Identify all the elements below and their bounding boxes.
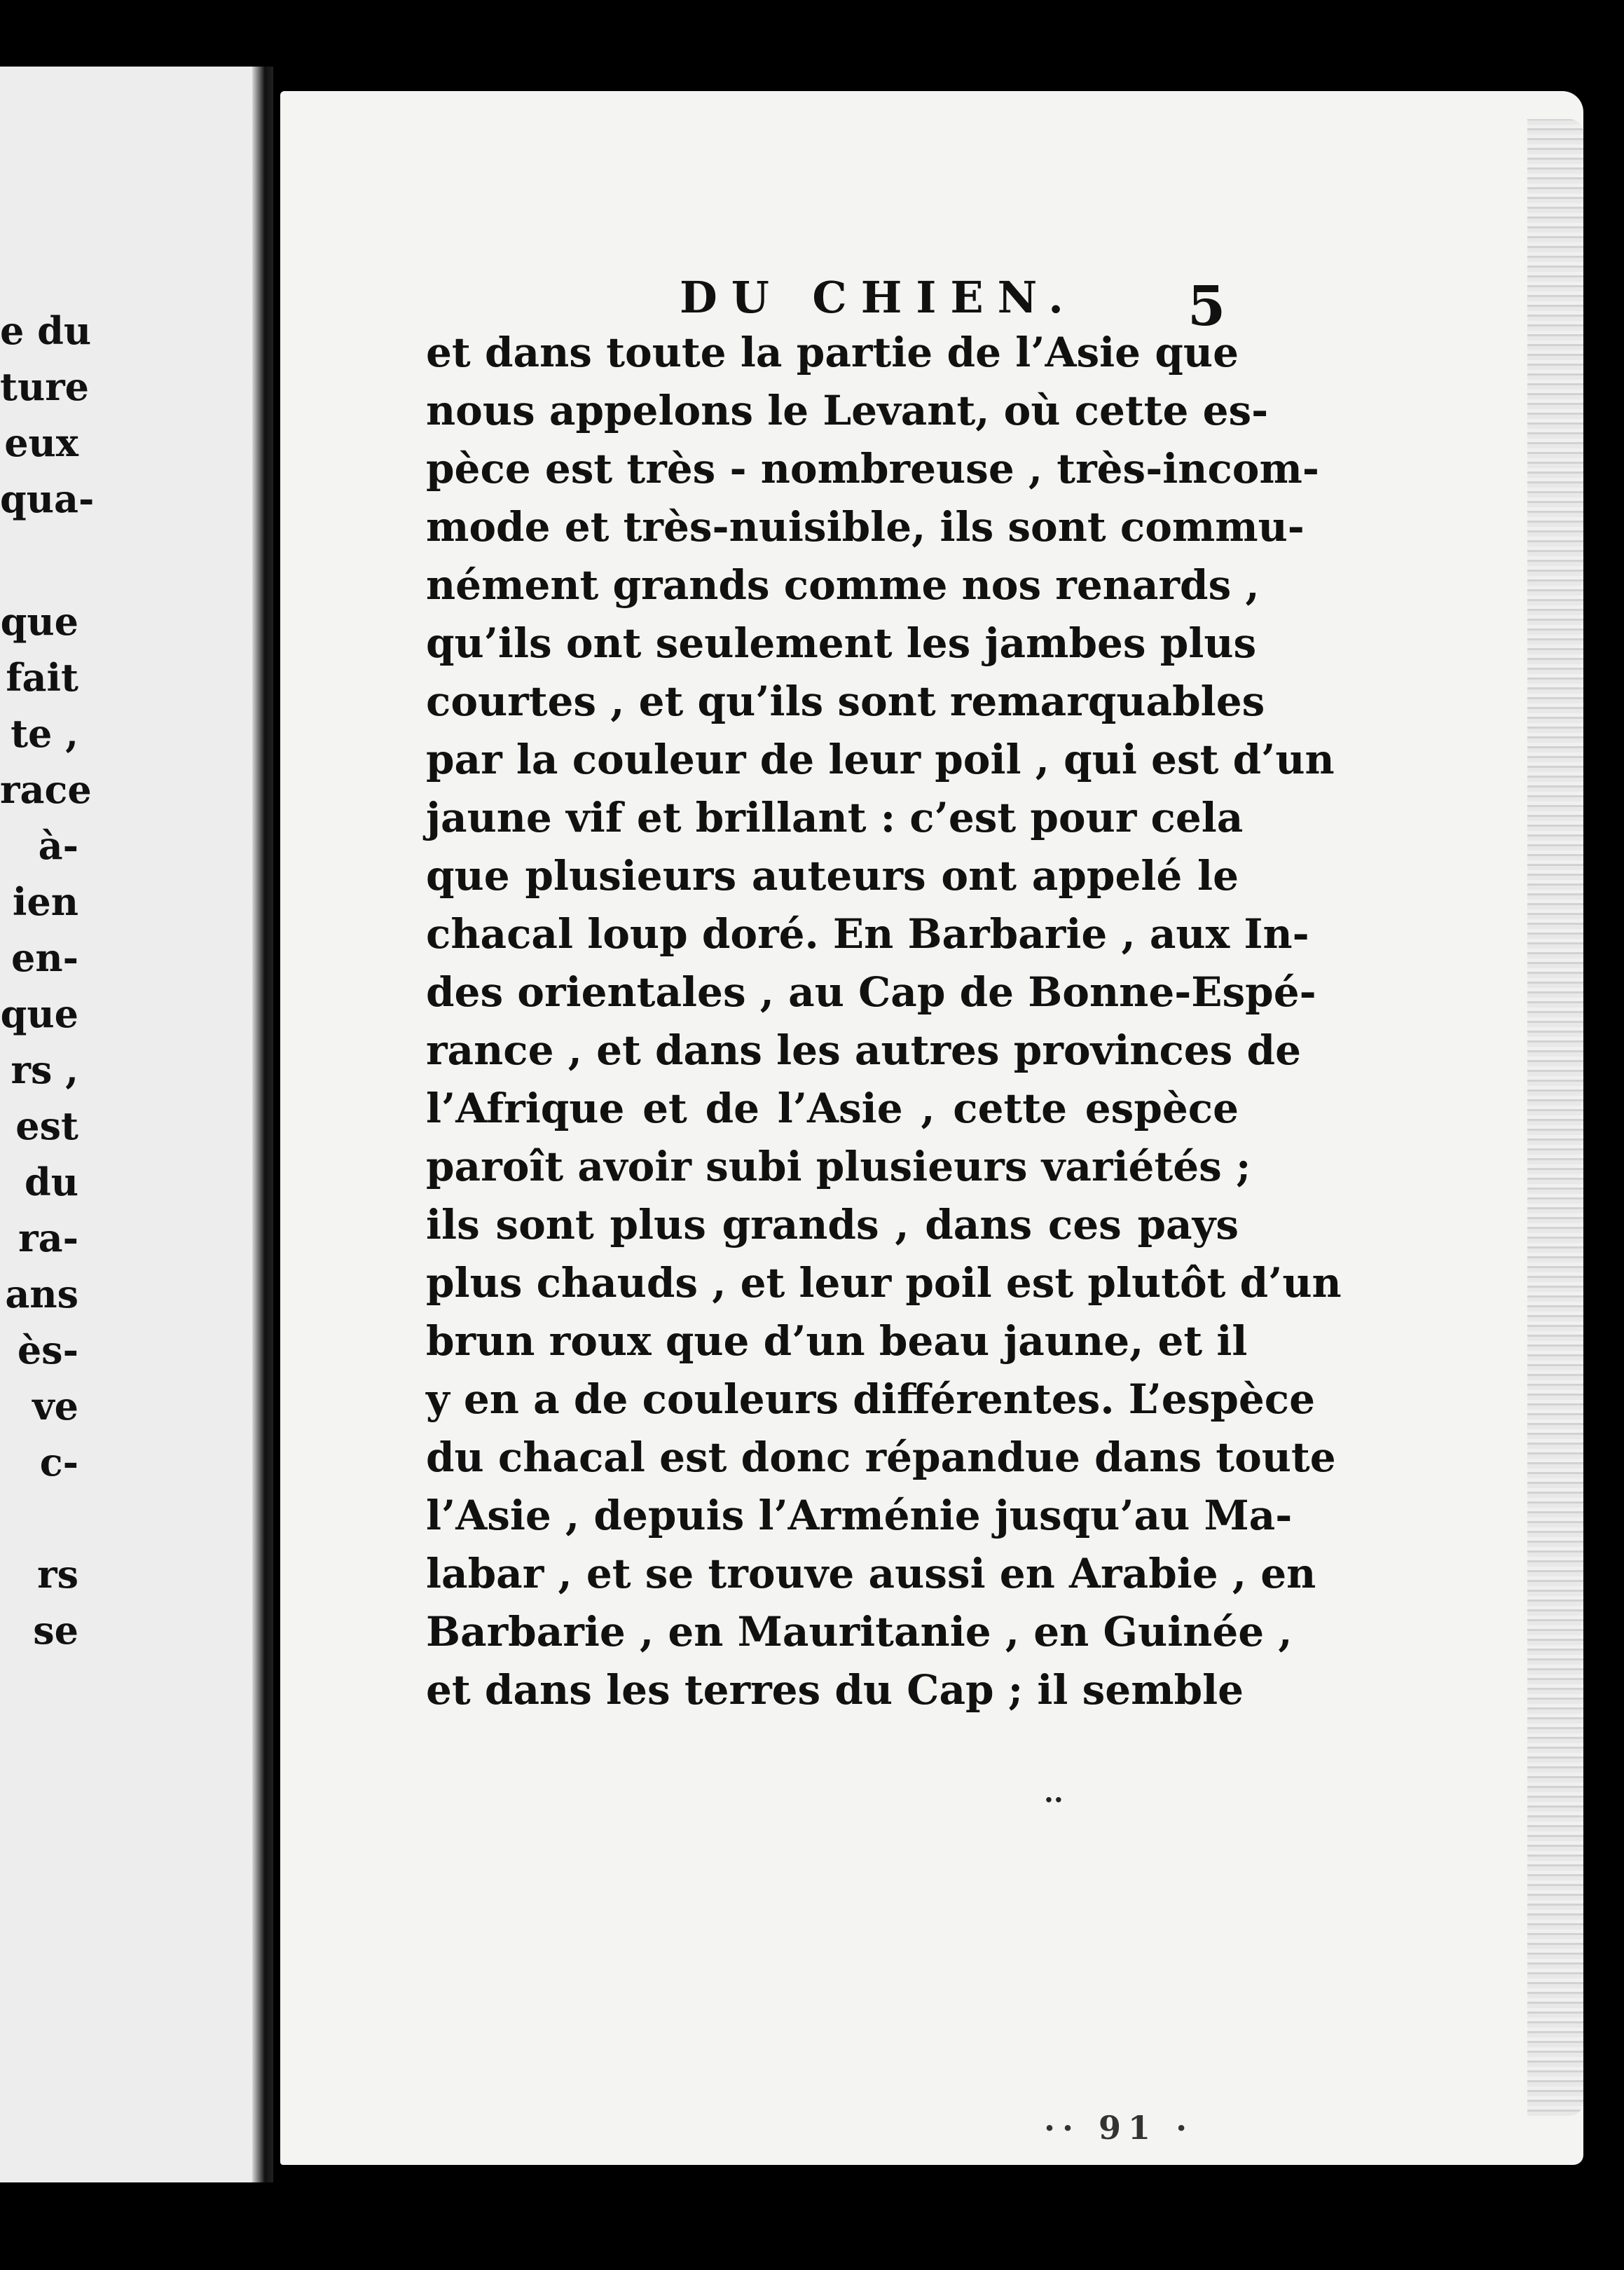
left-line: te , (11, 711, 78, 756)
text-line: rance , et dans les autres provinces de (426, 1026, 1301, 1074)
text-line: par la couleur de leur poil , qui est d’un (426, 736, 1335, 783)
left-line: race (0, 767, 92, 812)
text-line: labar , et se trouve aussi en Arabie , en (426, 1550, 1316, 1597)
left-line: eux (4, 420, 78, 465)
text-line: mode et très-nuisible, ils sont commu- (426, 503, 1305, 551)
left-line: en- (11, 935, 78, 980)
text-line: y en a de couleurs différentes. L’espèce (426, 1375, 1316, 1423)
left-line: que (0, 991, 78, 1036)
text-line: l’Asie , depuis l’Arménie jusqu’au Ma- (426, 1492, 1293, 1539)
text-line: courtes , et qu’ils sont remarquables (426, 677, 1265, 725)
left-line: à- (38, 823, 78, 868)
text-line: Barbarie , en Mauritanie , en Guinée , (426, 1608, 1293, 1656)
left-line: se (33, 1608, 78, 1653)
page-number: 5 (1188, 275, 1226, 338)
left-line: ès- (17, 1328, 78, 1373)
left-line: e du (0, 308, 92, 353)
left-line: ve (32, 1384, 78, 1429)
text-line: des orientales , au Cap de Bonne-Espé- (426, 968, 1316, 1016)
text-line: qu’ils ont seulement les jambes plus (426, 619, 1257, 667)
left-line: que (0, 599, 78, 644)
text-line: plus chauds , et leur poil est plutôt d’un (426, 1259, 1342, 1307)
left-line: ture (0, 364, 90, 409)
text-line: que plusieurs auteurs ont appelé le (426, 852, 1239, 900)
running-header: DU CHIEN. (680, 272, 1078, 323)
left-line: qua- (0, 476, 95, 521)
left-line: ra- (18, 1216, 78, 1260)
text-line: jaune vif et brillant : c’est pour cela (426, 794, 1244, 841)
page-edge (1527, 119, 1583, 2116)
text-line: brun roux que d’un beau jaune, et il (426, 1317, 1248, 1365)
signature-mark: .. (1044, 1776, 1064, 1809)
text-line: nous appelons le Levant, où cette es- (426, 387, 1269, 434)
left-line: ien (12, 879, 78, 924)
text-line: et dans les terres du Cap ; il semble (426, 1666, 1244, 1714)
left-line: ans (5, 1272, 78, 1316)
left-line: rs , (11, 1047, 78, 1092)
left-line: est (15, 1103, 78, 1148)
text-line: l’Afrique et de l’Asie , cette espèce (426, 1085, 1239, 1132)
text-line: ils sont plus grands , dans ces pays (426, 1201, 1239, 1248)
text-line: chacal loup doré. En Barbarie , aux In- (426, 910, 1309, 958)
left-line: c- (39, 1440, 78, 1485)
text-line: pèce est très - nombreuse , très-incom- (426, 445, 1319, 493)
text-line: paroît avoir subi plusieurs variétés ; (426, 1143, 1251, 1190)
left-line: rs (37, 1552, 78, 1597)
text-line: et dans toute la partie de l’Asie que (426, 329, 1239, 376)
left-line: du (24, 1160, 78, 1204)
left-line: fait (6, 655, 78, 700)
text-line: du chacal est donc répandue dans toute (426, 1433, 1336, 1481)
text-line: nément grands comme nos renards , (426, 561, 1260, 609)
book-gutter (252, 67, 273, 2182)
bottom-edge-marks: ·· 91 · (1044, 2109, 1195, 2147)
body-text (426, 324, 1342, 1719)
